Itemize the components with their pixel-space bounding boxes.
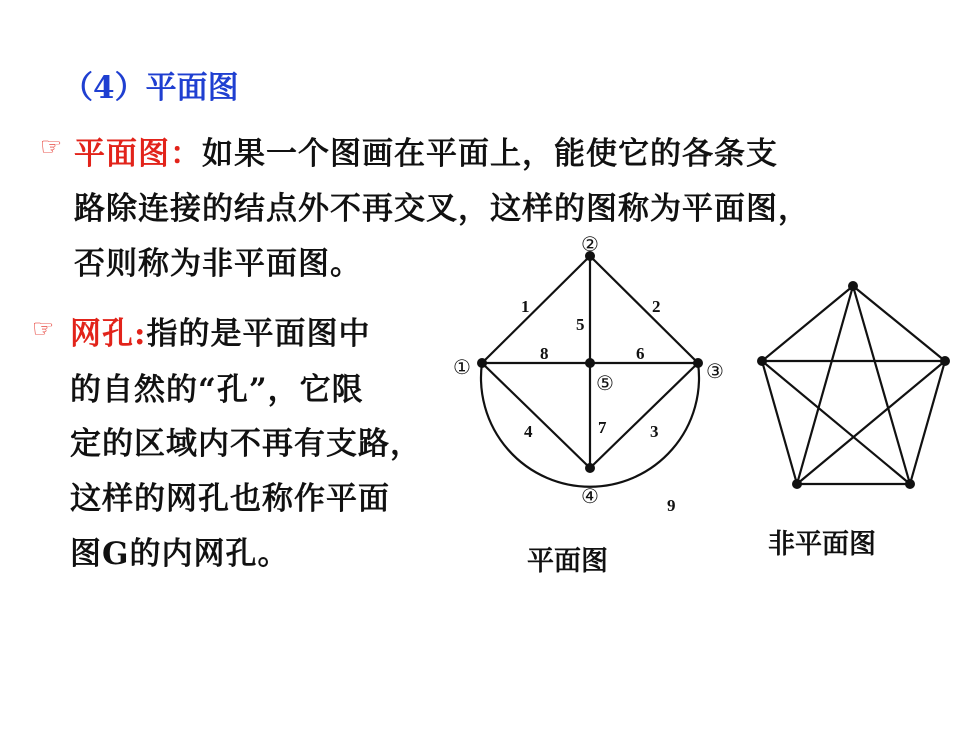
edge-label-3: 3: [650, 422, 659, 441]
node-label-2: ②: [581, 234, 599, 256]
pointing-hand-icon: ☞: [40, 132, 63, 161]
edge-label-4: 4: [524, 422, 533, 441]
section-title: （4）平面图: [62, 70, 239, 106]
definition-line-1: 平面图：如果一个图画在平面上，能使它的各条支: [74, 136, 778, 172]
edge-label-2: 2: [652, 297, 661, 316]
definition-line-3: 否则称为非平面图。: [74, 246, 362, 282]
mesh-line-2: 的自然的“孔”，它限: [70, 372, 364, 408]
pointing-hand-icon: ☞: [32, 314, 55, 343]
mesh-line-5: 图G的内网孔。: [70, 536, 290, 572]
planar-graph-caption: 平面图: [527, 546, 608, 577]
node-4: [585, 463, 595, 473]
node-label-4: ④: [581, 486, 599, 508]
edge-1: [482, 256, 590, 363]
definition-line-2: 路除连接的结点外不再交叉，这样的图称为平面图，: [74, 191, 810, 227]
node-3: [693, 358, 703, 368]
edge-label-9: 9: [667, 496, 676, 515]
node-label-3: ③: [706, 361, 724, 383]
node-label-5: ⑤: [596, 373, 614, 395]
node-5: [585, 358, 595, 368]
planar-graph: [440, 225, 740, 525]
mesh-term: 网孔:: [70, 316, 147, 352]
edge-label-1: 1: [521, 297, 530, 316]
edge-label-5: 5: [576, 315, 585, 334]
edge-label-6: 6: [636, 344, 645, 363]
mesh-line-1: 网孔:指的是平面图中: [70, 316, 371, 352]
node-1: [477, 358, 487, 368]
definition-term: 平面图：: [74, 136, 202, 172]
edge-4: [482, 363, 590, 468]
mesh-line-4: 这样的网孔也称作平面: [70, 481, 390, 517]
nonplanar-graph-caption: 非平面图: [768, 529, 876, 560]
edge-label-8: 8: [540, 344, 549, 363]
mesh-line-3: 定的区域内不再有支路，: [70, 426, 422, 462]
node-label-1: ①: [453, 357, 471, 379]
nonplanar-graph: [745, 270, 960, 495]
edge-label-7: 7: [598, 418, 607, 437]
